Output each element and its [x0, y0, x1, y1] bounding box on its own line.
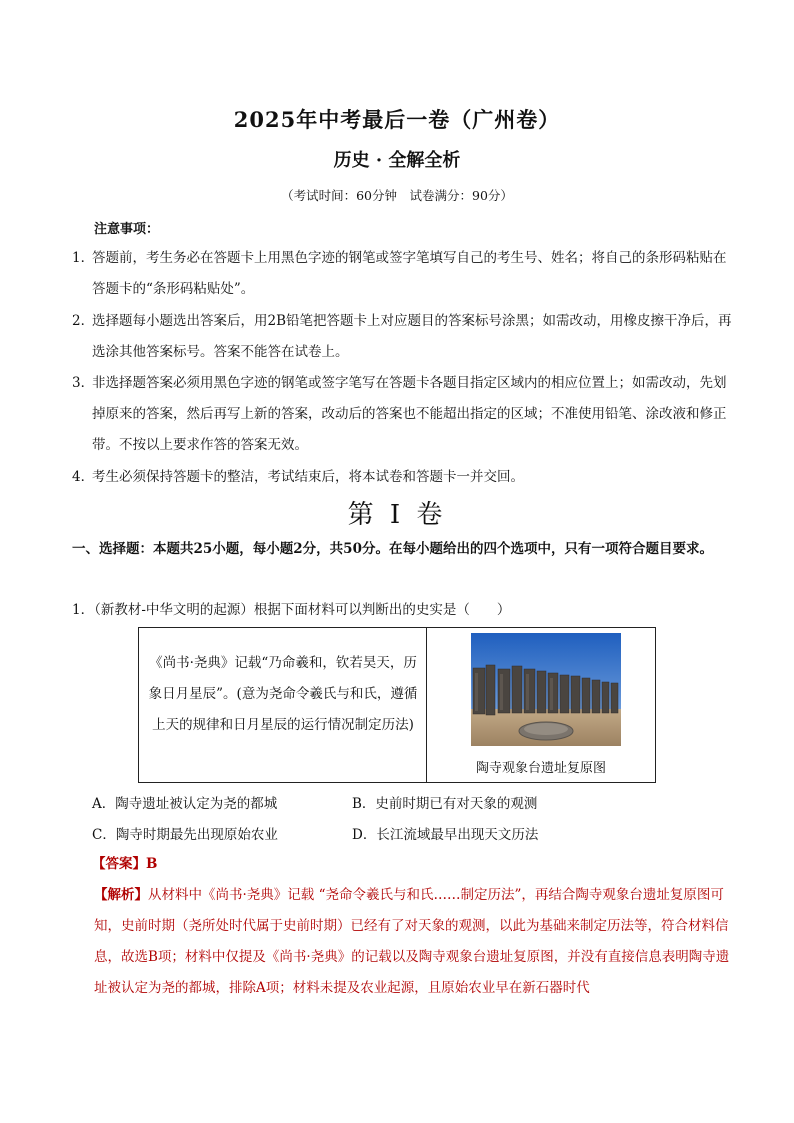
option-c	[92, 823, 278, 843]
analysis-text: 从材料中《尚书·尧典》记载 “尧命令羲氏与和氏……制定历法”，再结合陶寺观象台遗址复原图可知，史前时期（尧所处时代属于史前时期）已经有了对天象的观测，以此为基础来制定历法等，符合材料信息，故选B项；材料中仅提及《尚书·尧典》的记载以及陶寺观象台遗址复原图，并没有直接信息表明陶寺遗址被认定为尧的都城，排除A项；材料未提及农业起源，且原始农业早在新石器时代	[94, 887, 730, 996]
exam-subtitle: 历史 · 全解全析	[333, 150, 461, 171]
note-item-1	[72, 243, 732, 305]
option-label: A．	[92, 796, 116, 812]
note-text: 选择题每小题选出答案后，用2B铅笔把答题卡上对应题目的答案标号涂黑；如需改动，用橡皮擦干净后，再选涂其他答案标号。答案不能答在试卷上。	[92, 313, 732, 360]
note-number: 3．	[72, 375, 95, 391]
analysis-block	[94, 880, 734, 1004]
taosi-observatory-photo	[471, 633, 621, 746]
option-d	[352, 823, 538, 843]
option-text: 长江流域最早出现天文历法	[376, 827, 539, 843]
option-text: 史前时期已有对天象的观测	[375, 796, 538, 812]
material-text: 《尚书·尧典》记载“乃命羲和，钦若昊天，历象日月星辰”。(意为尧命令羲氏与和氏，遵循上天的规律和日月星辰的运行情况制定历法)	[148, 655, 418, 733]
material-table	[138, 627, 656, 783]
note-item-4	[72, 462, 732, 493]
exam-title: 2025年中考最后一卷（广州卷）	[233, 107, 561, 132]
note-item-3	[72, 368, 732, 461]
material-image-cell	[427, 628, 655, 782]
note-text: 非选择题答案必须用黑色字迹的钢笔或签字笔写在答题卡各题目指定区域内的相应位置上；如需改动，先划掉原来的答案，然后再写上新的答案，改动后的答案也不能超出指定的区域；不准使用铅笔、涂改液和修正带。不按以上要求作答的答案无效。	[92, 375, 727, 453]
analysis-tag: 【解析】	[94, 887, 148, 903]
option-label: C．	[92, 827, 116, 843]
note-number: 2．	[72, 313, 95, 329]
note-text: 答题前，考生务必在答题卡上用黑色字迹的钢笔或签字笔填写自己的考生号、姓名；将自己的条形码粘贴在答题卡的“条形码粘贴处”。	[92, 250, 727, 297]
note-item-2	[72, 306, 732, 368]
option-a	[92, 792, 277, 812]
material-text-cell	[139, 628, 427, 782]
option-label: B．	[352, 796, 376, 812]
exam-info: （考试时间：60分钟 试卷满分：90分）	[281, 188, 513, 203]
note-text: 考生必须保持答题卡的整洁，考试结束后，将本试卷和答题卡一并交回。	[92, 469, 524, 485]
section-title: 第 I 卷	[347, 500, 447, 530]
note-number: 4．	[72, 469, 95, 485]
notes-title: 注意事项：	[94, 222, 160, 237]
option-label: D．	[352, 827, 377, 843]
question-stem: 1．（新教材-中华文明的起源）根据下面材料可以判断出的史实是（ ）	[72, 602, 511, 618]
answer-label: 【答案】B	[92, 856, 158, 872]
section-intro: 一、选择题：本题共25小题，每小题2分，共50分。在每小题给出的四个选项中，只有一项符合题目要求。	[72, 541, 713, 557]
option-b	[352, 792, 537, 812]
note-number: 1．	[72, 250, 95, 266]
image-caption: 陶寺观象台遗址复原图	[475, 761, 606, 776]
option-text: 陶寺遗址被认定为尧的都城	[115, 796, 278, 812]
option-text: 陶寺时期最先出现原始农业	[115, 827, 278, 843]
